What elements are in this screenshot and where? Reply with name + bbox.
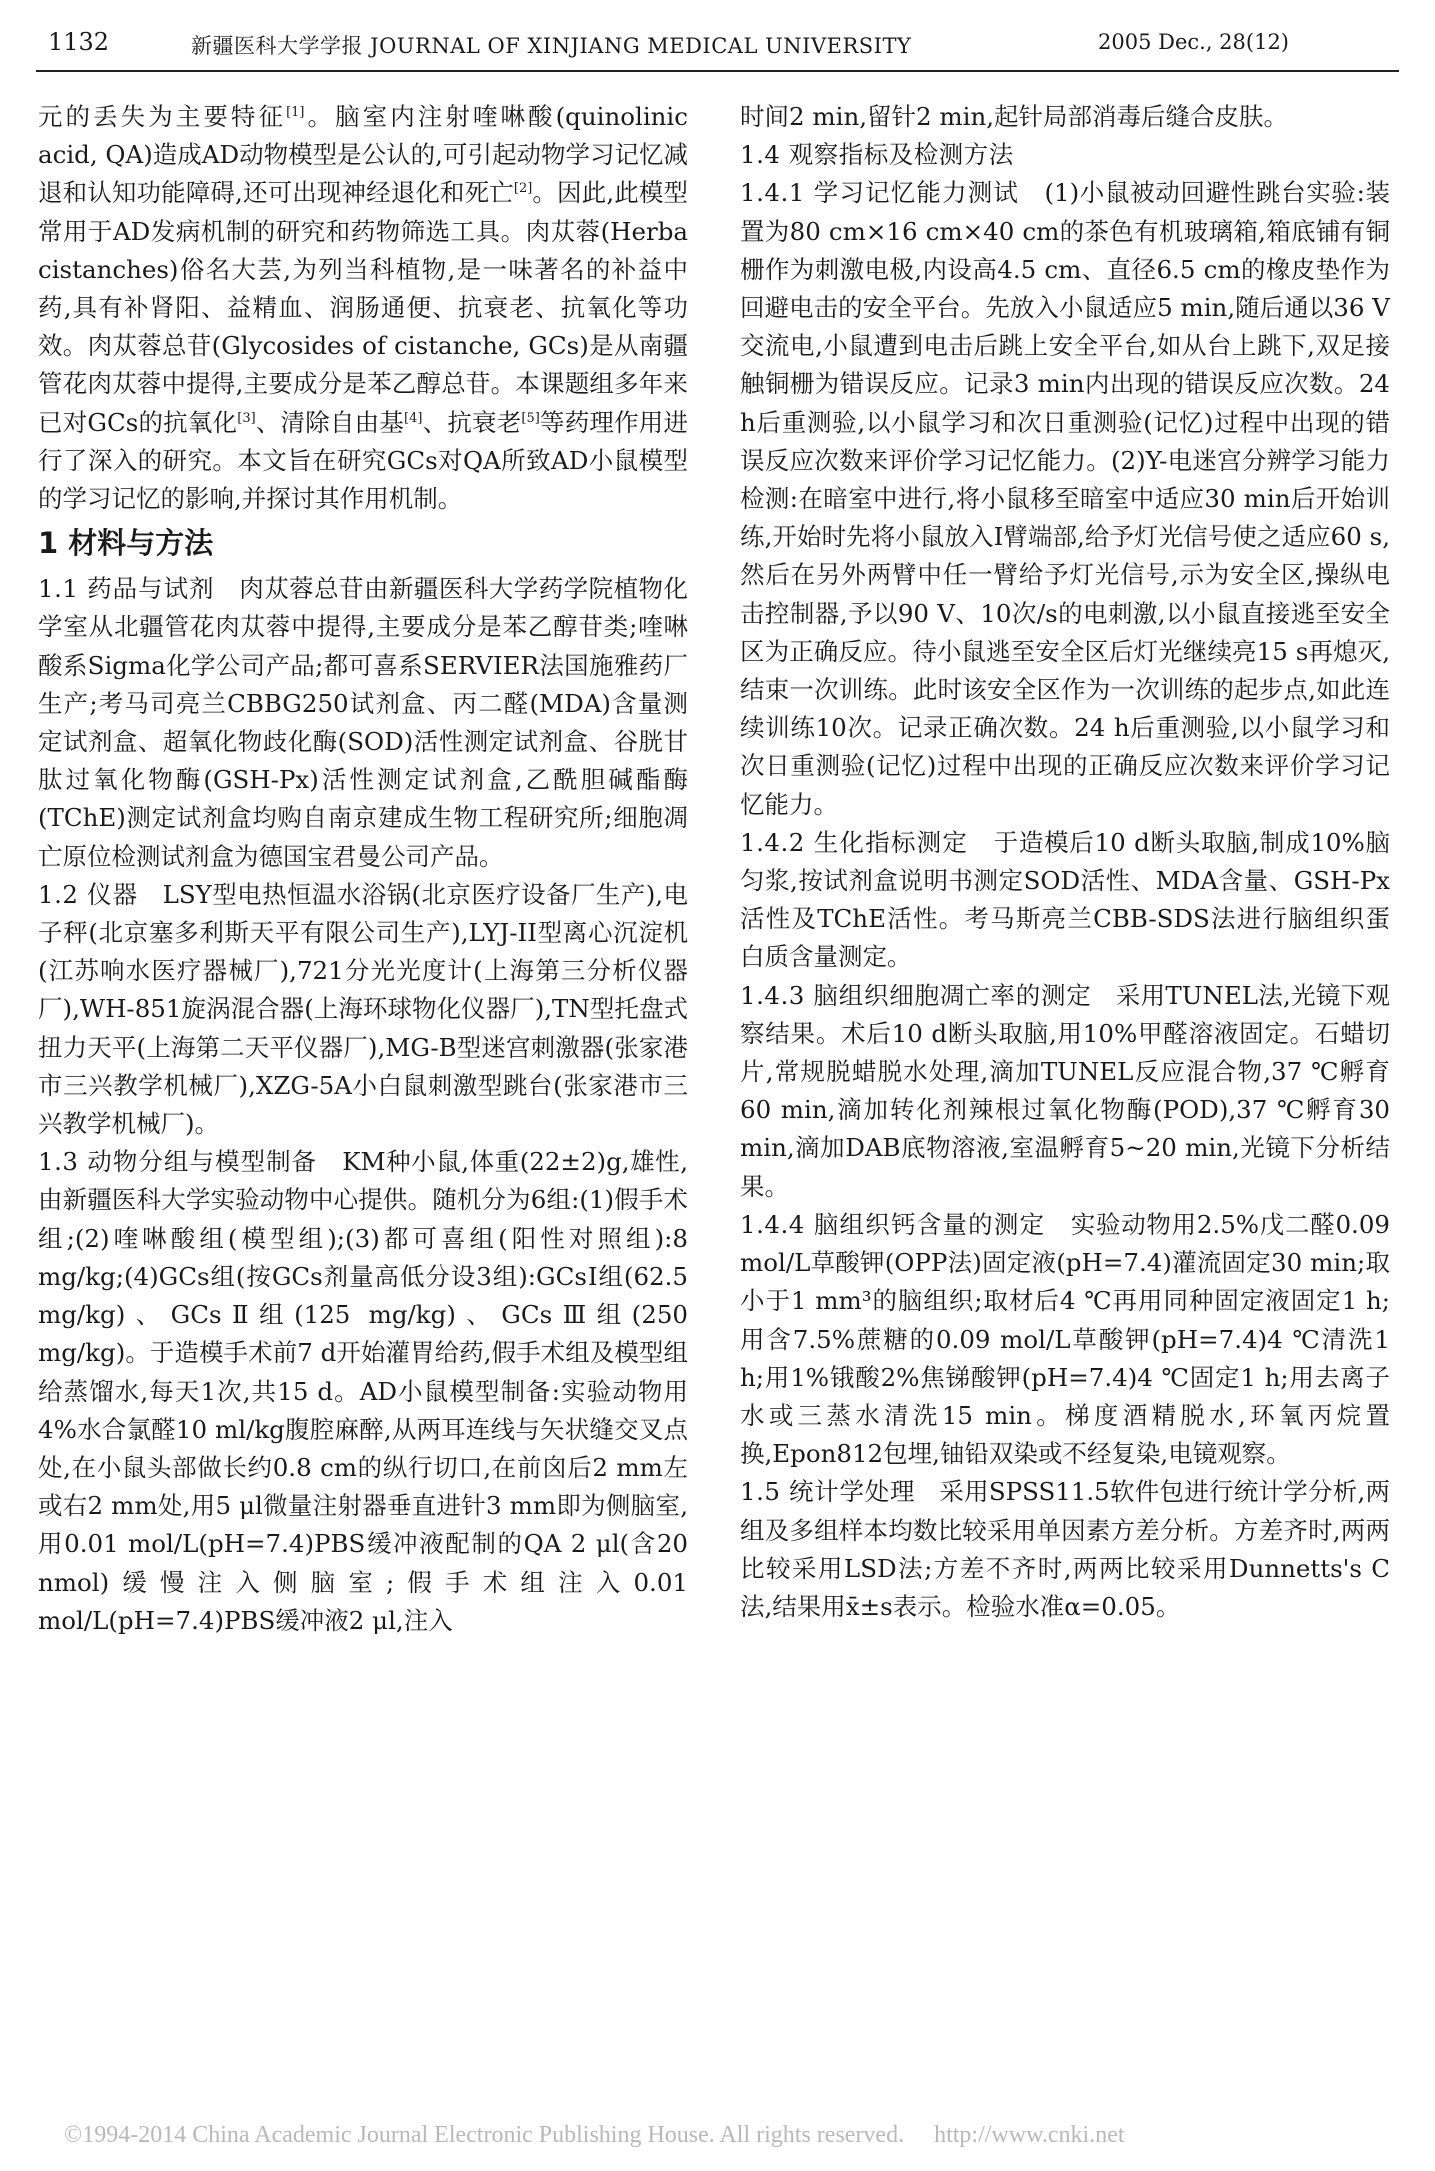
section-1-4-heading: 1.4 观察指标及检测方法 [740, 140, 1014, 170]
citation-4: [4] [404, 410, 423, 426]
section-1-1-label: 1.1 药品与试剂 [38, 574, 215, 604]
right-column [740, 98, 1390, 1626]
section-1-4-4-text: 实验动物用2.5%戊二醛0.09 mol/L草酸钾(OPP法)固定液(pH=7.4)灌流固定30 min;取小于1 mm³的脑组织;取材后4 ℃再用同种固定液固定1 h;用含7.5%蔗糖的0.09 mol/L草酸钾(pH=7.4)4 ℃清洗1 h;用1%锇酸2%焦锑酸钾(pH=7.4)4 ℃固定1 h;用去离子水或三蒸水清洗15 min。梯度酒精脱水,环氧丙烷置换,Epon812包埋,铀铅双染或不经复染,电镜观察。 [740, 1209, 1390, 1469]
section-1-2 [38, 876, 688, 1143]
intro-text-b: 。脑室内注射喹啉酸(quinolinic acid, QA)造成AD动物模型是公认的,可引起动物学习记忆减退和认知功能障碍,还可出现神经退化和死亡 [38, 102, 688, 208]
intro-text-c: 。因此,此模型常用于AD发病机制的研究和药物筛选工具。肉苁蓉(Herba cistanches)俗名大芸,为列当科植物,是一味著名的补益中药,具有补肾阳、益精血、润肠通便、抗衰老、抗氧化等功效。肉苁蓉总苷(Glycosides of cistanche, GCs)是从南疆管花肉苁蓉中提得,主要成分是苯乙醇总苷。本课题组多年来已对GCs的抗氧化 [38, 178, 688, 437]
citation-2: [2] [513, 181, 533, 197]
section-1-4-2-text: 于造模后10 d断头取脑,制成10%脑匀浆,按试剂盒说明书测定SOD活性、MDA含量、GSH-Px活性及TChE活性。考马斯亮兰CBB-SDS法进行脑组织蛋白质含量测定。 [740, 827, 1391, 972]
intro-text-f: 等药理作用进行了深入的研究。本文旨在研究GCs对QA所致AD小鼠模型的学习记忆的影响,并探讨其作用机制。 [38, 407, 689, 514]
section-1-5-text: 采用SPSS11.5软件包进行统计学分析,两组及多组样本均数比较采用单因素方差分析。方差齐时,两两比较采用LSD法;方差不齐时,两两比较采用Dunnetts's C法,结果用x̄±s表示。检验水准α=0.05。 [740, 1477, 1390, 1621]
intro-text-d: 、清除自由基 [255, 407, 405, 437]
intro-paragraph [38, 98, 688, 518]
section-1-3 [38, 1143, 688, 1640]
section-1-4-4-label: 1.4.4 脑组织钙含量的测定 [740, 1209, 1046, 1239]
issue-info: 2005 Dec., 28(12) [1098, 30, 1289, 54]
intro-text-e: 、抗衰老 [422, 407, 522, 437]
copyright-text: ©1994-2014 China Academic Journal Electronic Publishing House. All rights reserved. [64, 2122, 905, 2148]
section-1-4-1 [740, 174, 1390, 823]
section-1-3-label: 1.3 动物分组与模型制备 [38, 1147, 318, 1177]
left-column [38, 98, 688, 1640]
section-1-4-2-label: 1.4.2 生化指标测定 [740, 827, 969, 857]
section-1-4-4 [740, 1206, 1390, 1473]
section-1-4-1-text: (1)小鼠被动回避性跳台实验:装置为80 cm×16 cm×40 cm的茶色有机玻璃箱,箱底铺有铜栅作为刺激电极,内设高4.5 cm、直径6.5 cm的橡皮垫作为回避电击的安全平台。先放入小鼠适应5 min,随后通以36 V交流电,小鼠遭到电击后跳上安全平台,如从台上跳下,双足接触铜栅为错误反应。记录3 min内出现的错误反应次数。24 h后重测验,以小鼠学习和次日重测验(记忆)过程中出现的错误反应次数来评价学习记忆能力。(2)Y-电迷宫分辨学习能力检测:在暗室中进行,将小鼠移至暗室中适应30 min后开始训练,开始时先将小鼠放入Ⅰ臂端部,给予灯光信号使之适应60 s,然后在另外两臂中任一臂给予灯光信号,示为安全区,操纵电击控制器,予以90 V、10次/s的电刺激,以小鼠直接逃至安全区为正确反应。待小鼠逃至安全区后灯光继续亮15 s再熄灭,结束一次训练。此时该安全区作为一次训练的起步点,如此连续训练10次。记录正确次数。24 h后重测验,以小鼠学习和次日重测验(记忆)过程中出现的正确反应次数来评价学习记忆能力。 [740, 178, 1390, 819]
journal-title: 新疆医科大学学报 JOURNAL OF XINJIANG MEDICAL UNIVERSITY [191, 34, 912, 58]
section-1-1-text: 肉苁蓉总苷由新疆医科大学药学院植物化学室从北疆管花肉苁蓉中提得,主要成分是苯乙醇苷类;喹啉酸系Sigma化学公司产品;都可喜系SERVIER法国施雅药厂生产;考马司亮兰CBBG250试剂盒、丙二醛(MDA)含量测定试剂盒、超氧化物歧化酶(SOD)活性测定试剂盒、谷胱甘肽过氧化物酶(GSH-Px)活性测定试剂盒,乙酰胆碱酯酶(TChE)测定试剂盒均购自南京建成生物工程研究所;细胞凋亡原位检测试剂盒为德国宝君曼公司产品。 [38, 574, 688, 871]
citation-5: [5] [521, 410, 540, 426]
section-1-4-3-text: 采用TUNEL法,光镜下观察结果。术后10 d断头取脑,用10%甲醛溶液固定。石蜡切片,常规脱蜡脱水处理,滴加TUNEL反应混合物,37 ℃孵育60 min,滴加转化剂辣根过氧化物酶(POD),37 ℃孵育30 min,滴加DAB底物溶液,室温孵育5~20 min,光镜下分析结果。 [740, 980, 1391, 1201]
section-1-5-label: 1.5 统计学处理 [740, 1477, 916, 1507]
cnki-link[interactable]: http://www.cnki.net [934, 2122, 1125, 2148]
copyright-footer [64, 2122, 1125, 2149]
header-rule [36, 70, 1399, 72]
citation-3: [3] [237, 410, 256, 426]
section-1-1 [38, 570, 688, 876]
section-1-2-text: LSY型电热恒温水浴锅(北京医疗设备厂生产),电子秤(北京塞多利斯天平有限公司生产),LYJ-II型离心沉淀机(江苏响水医疗器械厂),721分光光度计(上海第三分析仪器厂),WH-851旋涡混合器(上海环球物化仪器厂),TN型托盘式扭力天平(上海第二天平仪器厂),MG-B型迷宫刺激器(张家港市三兴教学机械厂),XZG-5A小白鼠刺激型跳台(张家港市三兴教学机械厂)。 [38, 879, 688, 1139]
section-1-3-text: KM种小鼠,体重(22±2)g,雄性,由新疆医科大学实验动物中心提供。随机分为6组:(1)假手术组;(2)喹啉酸组(模型组);(3)都可喜组(阳性对照组):8 mg/kg;(4)GCs组(按GCs剂量高低分设3组):GCsⅠ组(62.5 mg/kg)、GCsⅡ组(125 mg/kg)、GCsⅢ组(250 mg/kg)。于造模手术前7 d开始灌胃给药,假手术组及模型组给蒸馏水,每天1次,共15 d。AD小鼠模型制备:实验动物用4%水合氯醛10 ml/kg腹腔麻醉,从两耳连线与矢状缝交叉点处,在小鼠头部做长约0.8 cm的纵行切口,在前囟后2 mm左或右2 mm处,用5 μl微量注射器垂直进针3 mm即为侧脑室,用0.01 mol/L(pH=7.4)PBS缓冲液配制的QA 2 μl(含20 nmol)缓慢注入侧脑室;假手术组注入0.01 mol/L(pH=7.4)PBS缓冲液2 μl,注入 [38, 1147, 688, 1635]
section-1-4-2 [740, 824, 1390, 977]
continuation-line: 时间2 min,留针2 min,起针局部消毒后缝合皮肤。 [740, 102, 1289, 131]
section-1-4-1-label: 1.4.1 学习记忆能力测试 [740, 178, 1020, 208]
section-heading-methods: 1 材料与方法 [38, 526, 214, 561]
citation-1: [1] [286, 104, 305, 120]
running-header [36, 28, 1399, 68]
section-1-4-3-label: 1.4.3 脑组织细胞凋亡率的测定 [740, 980, 1092, 1010]
section-1-2-label: 1.2 仪器 [38, 879, 138, 909]
intro-text-a: 元的丢失为主要特征 [38, 102, 287, 131]
section-1-4-3 [740, 977, 1390, 1206]
page-number: 1132 [48, 28, 110, 56]
section-1-5 [740, 1473, 1390, 1626]
